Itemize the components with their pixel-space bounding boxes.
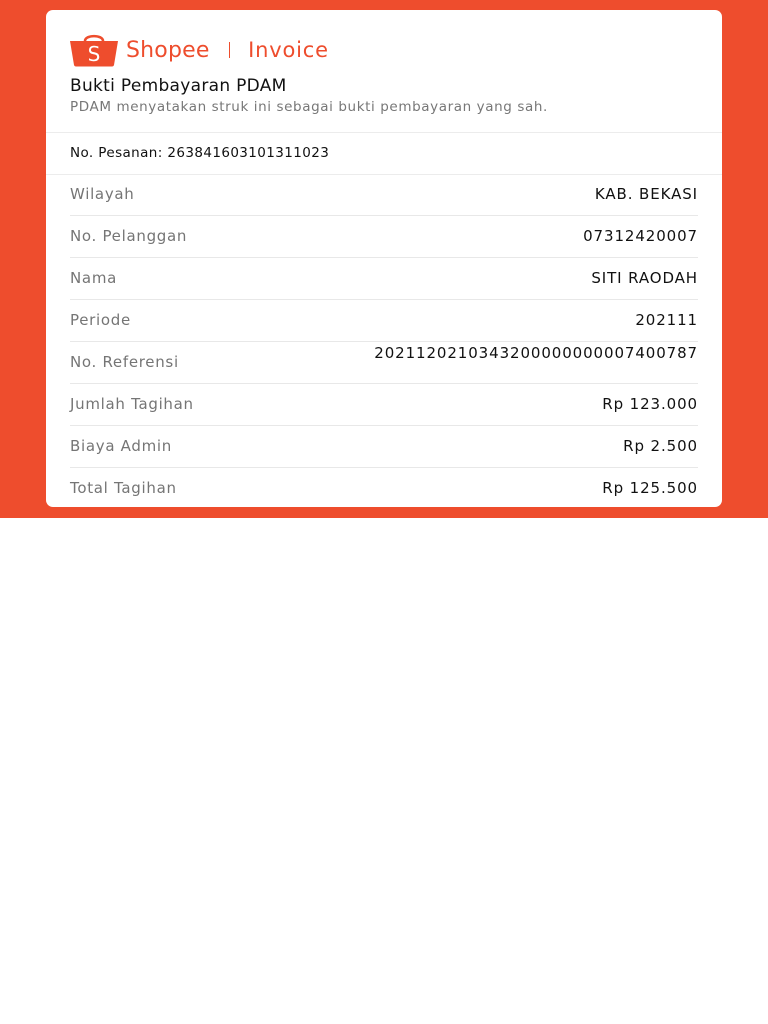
order-number: No. Pesanan: 263841603101311023 <box>70 145 330 161</box>
detail-value: 07312420007 <box>583 227 698 245</box>
receipt-subtitle: PDAM menyatakan struk ini sebagai bukti pembayaran yang sah. <box>70 99 548 115</box>
detail-value: Rp 2.500 <box>623 437 698 455</box>
detail-row-bill-amount <box>70 384 698 426</box>
detail-row-customer-number <box>70 216 698 258</box>
detail-value: 202111 <box>635 311 698 329</box>
detail-label: Biaya Admin <box>70 437 172 455</box>
detail-row-reference <box>70 342 698 384</box>
invoice-card <box>46 10 722 507</box>
detail-label: Total Tagihan <box>70 479 177 497</box>
brand-header <box>69 32 329 68</box>
invoice-label: Invoice <box>248 38 329 62</box>
detail-row-total <box>70 468 698 507</box>
detail-label: Wilayah <box>70 185 135 203</box>
detail-label: No. Pelanggan <box>70 227 188 245</box>
shopping-bag-icon <box>69 33 119 67</box>
svg-text:S: S <box>87 42 101 66</box>
order-number-row <box>46 132 722 175</box>
receipt-title: Bukti Pembayaran PDAM <box>70 76 287 96</box>
brand-name: Shopee <box>126 37 210 63</box>
detail-row-period <box>70 300 698 342</box>
detail-row-wilayah <box>70 174 698 216</box>
receipt-details <box>70 174 698 507</box>
detail-label: Jumlah Tagihan <box>70 395 194 413</box>
detail-row-admin-fee <box>70 426 698 468</box>
detail-value: Rp 123.000 <box>602 395 698 413</box>
detail-value: 2021120210343200000000007400787 <box>374 344 698 362</box>
detail-value: KAB. BEKASI <box>594 185 698 203</box>
detail-label: Nama <box>70 269 118 287</box>
detail-row-name <box>70 258 698 300</box>
detail-label: No. Referensi <box>70 353 179 371</box>
detail-label: Periode <box>70 311 131 329</box>
detail-value: Rp 125.500 <box>602 479 698 497</box>
brand-divider <box>229 42 231 58</box>
detail-value: SITI RAODAH <box>591 269 698 287</box>
